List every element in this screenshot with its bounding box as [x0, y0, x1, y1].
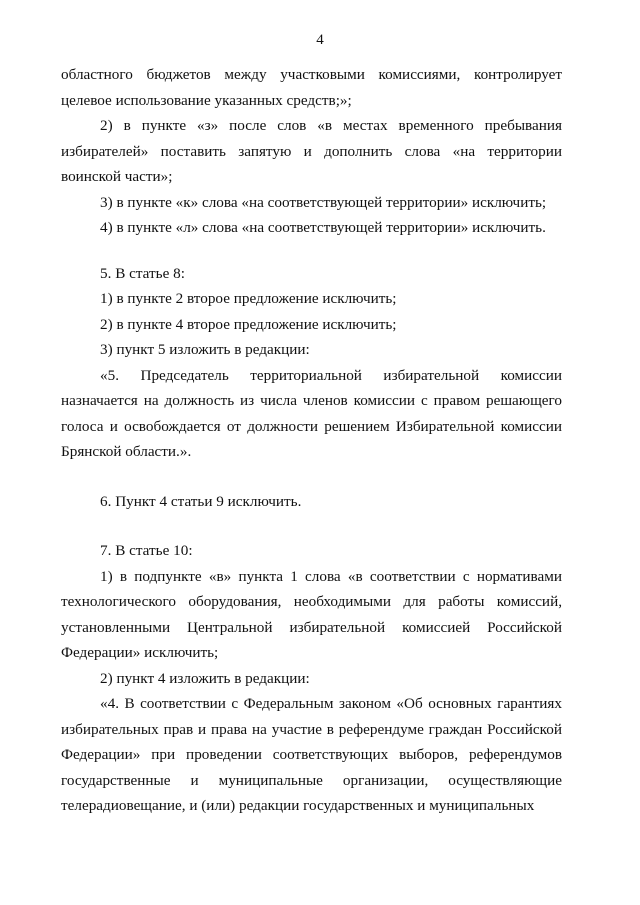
- paragraph-article-8-item-3: 3) пункт 5 изложить в редакции:: [100, 341, 310, 358]
- paragraph-article-10-quote: «4. В соответствии с Федеральным законом «Об основных гарантиях избирательных прав и права на участие в референдуме граждан Российской Федерации» при проведении соответствующих выборов, референдумов государственные и муниципальные организации, осуществляющие телерадиовещание, и (или) редакции государственных и муниципальных: [61, 695, 562, 814]
- paragraph-article-8-quote: «5. Председатель территориальной избирательной комиссии назначается на должность из числа членов комиссии с правом решающего голоса и освобождается от должности решением Избирательной комиссии Брянской области.».: [61, 366, 562, 460]
- section-heading-article-8: 5. В статье 8:: [100, 264, 185, 282]
- spacer: [61, 241, 562, 261]
- paragraph-article-8-item-1: 1) в пункте 2 второе предложение исключить;: [100, 290, 397, 307]
- document-body: [61, 62, 562, 819]
- paragraph-continuation: областного бюджетов между участковыми комиссиями, контролирует целевое использование указанных средств;»;: [61, 66, 562, 109]
- section-heading-article-10: 7. В статье 10:: [100, 542, 193, 559]
- paragraph-item-l: 4) в пункте «л» слова «на соответствующей территории» исключить.: [100, 219, 546, 236]
- paragraph-article-8-item-2: 2) в пункте 4 второе предложение исключить;: [100, 315, 397, 333]
- spacer: [61, 465, 562, 489]
- spacer: [61, 514, 562, 538]
- paragraph-article-10-item-1: 1) в подпункте «в» пункта 1 слова «в соответствии с нормативами технологического оборудования, необходимыми для работы комиссий, установленными Центральной избирательной комиссией Российской Федерации» исключить;: [61, 567, 562, 661]
- paragraph-item-k: 3) в пункте «к» слова «на соответствующей территории» исключить;: [100, 193, 547, 211]
- page-number: 4: [316, 32, 324, 48]
- paragraph-article-10-item-2: 2) пункт 4 изложить в редакции:: [100, 669, 310, 687]
- paragraph-item-z: 2) в пункте «з» после слов «в местах временного пребывания избирателей» поставить запятую и дополнить слова «на территории воинской части»;: [61, 117, 562, 185]
- section-heading-article-9: 6. Пункт 4 статьи 9 исключить.: [100, 492, 302, 510]
